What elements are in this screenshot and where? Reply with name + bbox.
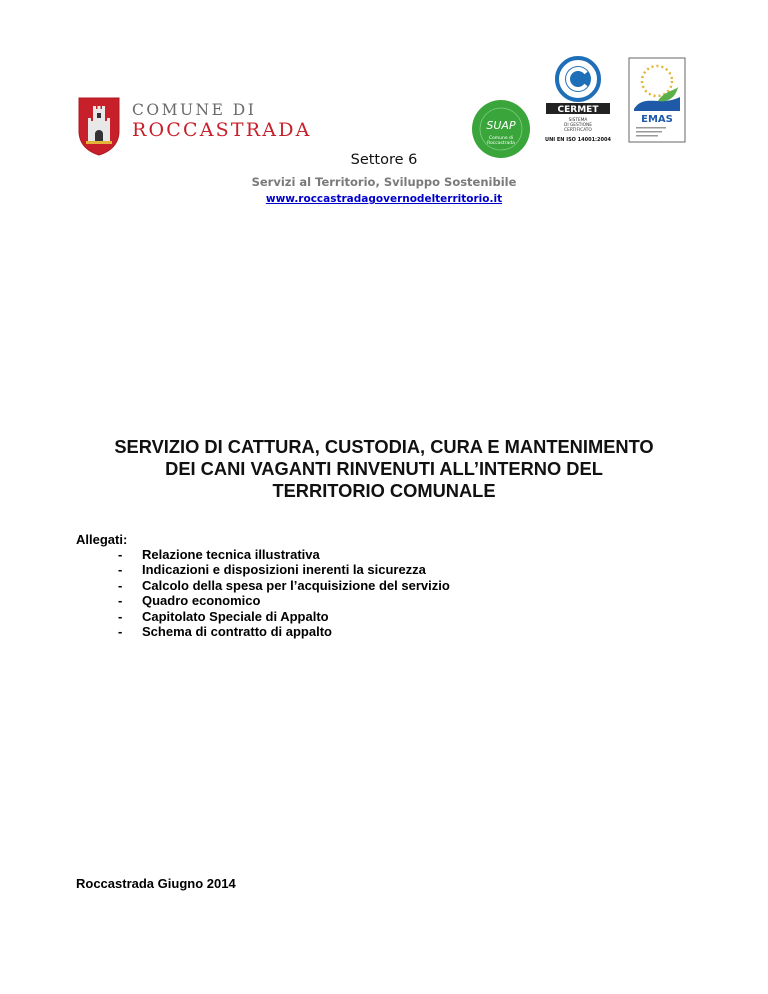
- attachments-label: Allegati:: [76, 532, 128, 547]
- cermet-logo: [540, 55, 616, 147]
- title-line-2: DEI CANI VAGANTI RINVENUTI ALL’INTERNO DEL: [165, 458, 603, 479]
- emas-name: EMAS: [641, 114, 673, 125]
- cermet-line1: SISTEMA: [568, 118, 588, 123]
- comune-name-line1: COMUNE DI: [132, 101, 257, 119]
- list-item: - Capitolato Speciale di Appalto: [118, 608, 329, 624]
- website-link[interactable]: www.roccastradagovernodelterritorio.it: [265, 193, 503, 205]
- attachment-label: Capitolato Speciale di Appalto: [142, 608, 329, 624]
- list-item: - Quadro economico: [118, 593, 261, 609]
- list-item: - Indicazioni e disposizioni inerenti la sicurezza: [118, 562, 426, 578]
- list-item: - Relazione tecnica illustrativa: [118, 547, 320, 562]
- sector-title: Settore 6: [350, 152, 418, 168]
- cermet-standard: UNI EN ISO 14001:2004: [545, 137, 611, 143]
- list-item: - Schema di contratto di appalto: [118, 624, 332, 640]
- suap-label: SUAP: [486, 119, 516, 132]
- attachment-label: Relazione tecnica illustrativa: [142, 547, 320, 562]
- suap-logo: [471, 99, 531, 159]
- attachments-list: [118, 547, 450, 639]
- attachment-label: Schema di contratto di appalto: [142, 624, 332, 640]
- attachment-label: Indicazioni e disposizioni inerenti la sicurezza: [142, 562, 426, 578]
- title-line-3: TERRITORIO COMUNALE: [272, 480, 496, 501]
- comune-logo: [76, 95, 312, 157]
- cermet-line2: DI GESTIONE: [564, 123, 592, 128]
- sector-subtitle: Servizi al Territorio, Sviluppo Sostenibile: [251, 175, 517, 189]
- cermet-line3: CERTIFICATO: [564, 128, 592, 133]
- cermet-name: CERMET: [557, 105, 599, 115]
- title-line-1: SERVIZIO DI CATTURA, CUSTODIA, CURA E MANTENIMENTO: [114, 436, 654, 457]
- emas-certification-icon: [628, 57, 686, 143]
- list-item: - Calcolo della spesa per l’acquisizione del servizio: [118, 577, 450, 593]
- comune-name-line2: ROCCASTRADA: [132, 119, 312, 141]
- attachment-label: Quadro economico: [142, 593, 261, 609]
- sector-website-container: [0, 193, 768, 205]
- footer-date: Roccastrada Giugno 2014: [76, 876, 236, 891]
- suap-small-line1: Comune di: [488, 136, 514, 141]
- suap-badge-icon: [471, 99, 531, 159]
- cermet-certification-icon: [540, 55, 616, 147]
- emas-logo: [628, 57, 686, 143]
- attachment-label: Calcolo della spesa per l’acquisizione del servizio: [142, 577, 450, 593]
- suap-small-line2: Roccastrada: [487, 141, 515, 146]
- document-title: [60, 436, 708, 502]
- crest-icon: [76, 95, 122, 157]
